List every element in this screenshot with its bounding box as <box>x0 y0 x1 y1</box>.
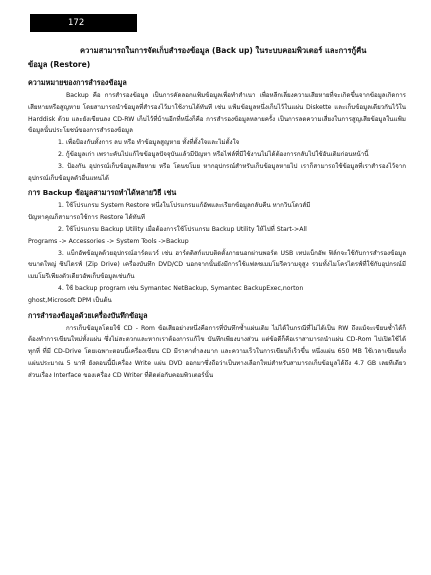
method-item-4: 4. ใช้ backup program เช่น Symantec NetBackup, Symantec BackupExec,norton <box>58 284 304 292</box>
benefit-item-1: 1. เพื่อป้องกันทั้งการ ลบ หรือ ทำข้อมูลสูญหาย ทั้งที่ตั้งใจและไม่ตั้งใจ <box>58 139 240 147</box>
page-title-continued: ข้อมูล (Restore) <box>28 60 91 69</box>
method-item-3: 3. แบ็กอัพข้อมูลด้วยอุปกรณ์ฮาร์ดแวร์ เช่น ฮาร์ดดิสก์แบบติดตั้งภายนอกผ่านพอร์ต USB เทปแบ็กอัพ ฟิล์กจะใช้กับการสำรองข้อมูลขนาดใหญ่ ซิปไดรฟ์ (Zip Drive) เครื่องบันทึก DVD/CD นอกจากนั้นยังมีการใช้แฟลชเมมโมรีความจุสูง รวมทั้งไมโครไดรฟ์ที่ใช้กับอุปกรณ์มีเมมโมรีเพียงตัวเดียวอัพเก็บข้อมูลเช่นกัน <box>28 249 406 281</box>
page-number-bar <box>30 14 137 32</box>
recorder-backup-paragraph: การเก็บข้อมูลโดยใช้ CD - Rom ข้อเสียอย่างหนึ่งคือการที่บันทึกซ้ำแผ่นเดิม ไม่ได้ในกรณีที่ไม่ได้เป็น RW ถึงแม้จะเขียนซ้ำได้ก็ต้องทำการเขียนใหม่ทั้งแผ่น ซึ่งไม่สะดวกและหากเราต้องการแก้ไข บันทึกเพียงบางส่วน แต่ข้อดีก็คือเราสามารถนำแผ่น CD-Rom ไปเปิดใช้ได้ทุกที่ ที่มี CD-Drive โดยเฉพาะตอนนี้เครื่องเขียน CD มีราคาต่ำลงมาก และความเร็วในการเขียนก็เร็วขึ้น หนึ่งแผ่น 650 MB ใช้เวลาเขียนทั้งแผ่นประมาณ 5 นาที ยังตอนนี้มีเครื่อง Write แผ่น DVD ออกมาซึ่งถือว่าเป็นทางเลือกใหม่สำหรับสามารถเก็บข้อมูลได้ถึง 4.7 GB เลยทีเดียว ส่วนเรื่อง Interface ของเครื่อง CD Writer ที่ติดต่อกับคอมพิวเตอร์นั้น <box>28 324 406 379</box>
section-heading-backup-methods: การ Backup ข้อมูลสามารถทำได้หลายวิธี เช่น <box>28 188 177 198</box>
page-title: ความสามารถในการจัดเก็บสำรองข้อมูล (Back up) ในระบบคอมพิวเตอร์ และการกู้คืน <box>80 46 367 55</box>
method-item-2-continued: Programs -> Accessories -> System Tools ->Backup <box>28 237 189 245</box>
benefit-item-2: 2. กู้ข้อมูลเก่า เพราะคันไปแก้ไขข้อมูลปัจจุบันแล้วมีปัญหา หรือไฟล์ที่มีใช้งานไม่ได้ต้องการกลับไปใช้อันเดิมก่อนหน้านี้ <box>58 150 369 158</box>
section-heading-recorder-backup: การสำรองข้อมูลด้วยเครื่องบันทึกข้อมูล <box>28 310 148 320</box>
page-number: 172 <box>68 18 85 28</box>
document-body <box>28 44 406 382</box>
method-item-1-continued: ปัญหาคุณก็สามารถใช้การ Restore ได้ทันที <box>28 214 145 222</box>
section-heading-backup-meaning: ความหมายของการสำรองข้อมูล <box>28 78 127 87</box>
benefit-item-3: 3. ป้องกัน อุปกรณ์เก็บข้อมูลเสียหาย หรือ โดนขโมย หากอุปกรณ์สำหรับเก็บข้อมูลหายไป เราก็สามารถใช้ข้อมูลที่เราสำรองไว้จากอุปกรณ์เก็บข้อมูลตัวอื่นแทนได้ <box>28 162 406 182</box>
method-item-2: 2. ใช้โปรแกรม Backup Utility เมื่อต้องการใช้โปรแกรม Backup Utility ให้ไปที่ Start->All <box>58 225 307 233</box>
method-item-1: 1. ใช้โปรแกรม System Restore หนึ่งในโปรแกรมแก้อัพและเรียกข้อมูลกลับคืน หากวินโดวส์มี <box>58 202 311 210</box>
method-item-4-continued: ghost,Microsoft DPM เป็นต้น <box>28 296 112 304</box>
backup-definition-paragraph: Backup คือ การสำรองข้อมูล เป็นการคัดลอกแฟ้มข้อมูลเพื่อทำสำเนา เพื่อหลีกเลี่ยงความเสียหายที่จะเกิดขึ้นจากข้อมูลเกิดการเสียหายหรือสูญหาย โดยสามารถนำข้อมูลที่สำรองไว้มาใช้งานได้ทันที เช่น แฟ้มข้อมูลหนึ่งเก็บไว้ในแผ่น Diskette และเก็บข้อมูลเดียวกันไว้ใน Harddisk ด้วย และยังเขียนลง CD-RW เก็บไว้ที่บ้านอีกที่หนึ่งก็คือ การสำรองข้อมูลหลายครั้ง เป็นการลดความเสี่ยงในการสูญเสียข้อมูลในแฟ้มข้อมูลนั้นประโยชน์ของการสำรองข้อมูล <box>28 92 406 135</box>
